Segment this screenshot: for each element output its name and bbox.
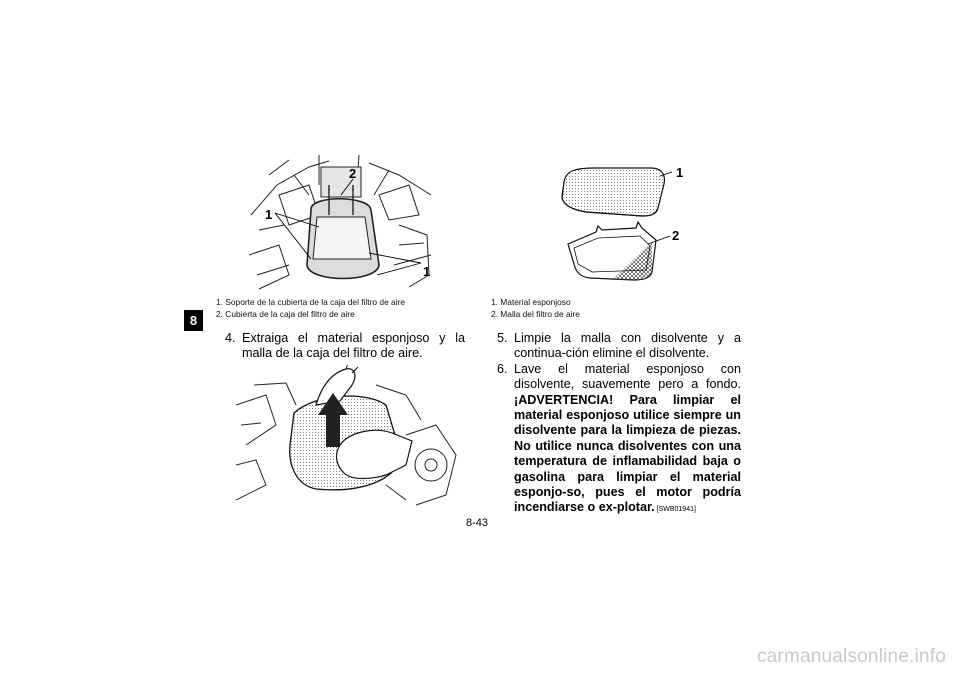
steps-left xyxy=(225,331,465,362)
remove-sponge-figure xyxy=(236,365,464,509)
step-4: 4. Extraiga el material esponjoso y la malla de la caja del filtro de aire. xyxy=(225,331,465,361)
sponge-and-mesh-figure xyxy=(556,160,696,290)
callout-2-mesh: 2 xyxy=(672,228,680,243)
steps-right xyxy=(497,331,741,518)
warning-text: ¡ADVERTENCIA! Para limpiar el material esponjoso utilice siempre un disolvente para la limpieza de piezas. No utilice nunca disolventes con una temperatura de inflamabilidad baja o gasolina para limpiar el material esponjo-so, pues el motor podría incendiarse o ex-plotar. xyxy=(514,392,741,515)
callout-2: 2 xyxy=(349,166,357,181)
figure-caption-left: 1. Soporte de la cubierta de la caja del filtro de aire 2. Cubierta de la caja del filtro de aire xyxy=(216,297,406,319)
watermark: carmanualsonline.info xyxy=(756,646,946,667)
figure-caption-right: 1. Material esponjoso 2. Malla del filtro de aire xyxy=(491,297,580,319)
section-tab: 8 xyxy=(184,310,203,331)
page-number: 8-43 xyxy=(466,517,489,529)
step-6: 6. Lave el material esponjoso con disolvente, suavemente pero a fondo. ¡ADVERTENCIA! Para limpiar el material esponjoso utilice siempre un disolvente para la limpieza de piezas. No utilice nunca disolventes con una temperatura de inflamabilidad baja o gasolina para limpiar el material esponjo-so, pues el motor podría incendiarse o ex-plotar. [SWB01941] xyxy=(497,361,741,515)
air-filter-case-cover-figure xyxy=(249,155,433,291)
callout-1-right: 1 xyxy=(423,264,431,279)
step-5: 5. Limpie la malla con disolvente y a continua-ción elimine el disolvente. xyxy=(497,331,741,361)
warning-code: [SWB01941] xyxy=(654,506,696,514)
callout-1-sponge: 1 xyxy=(676,165,684,180)
callout-1-left: 1 xyxy=(265,207,273,222)
